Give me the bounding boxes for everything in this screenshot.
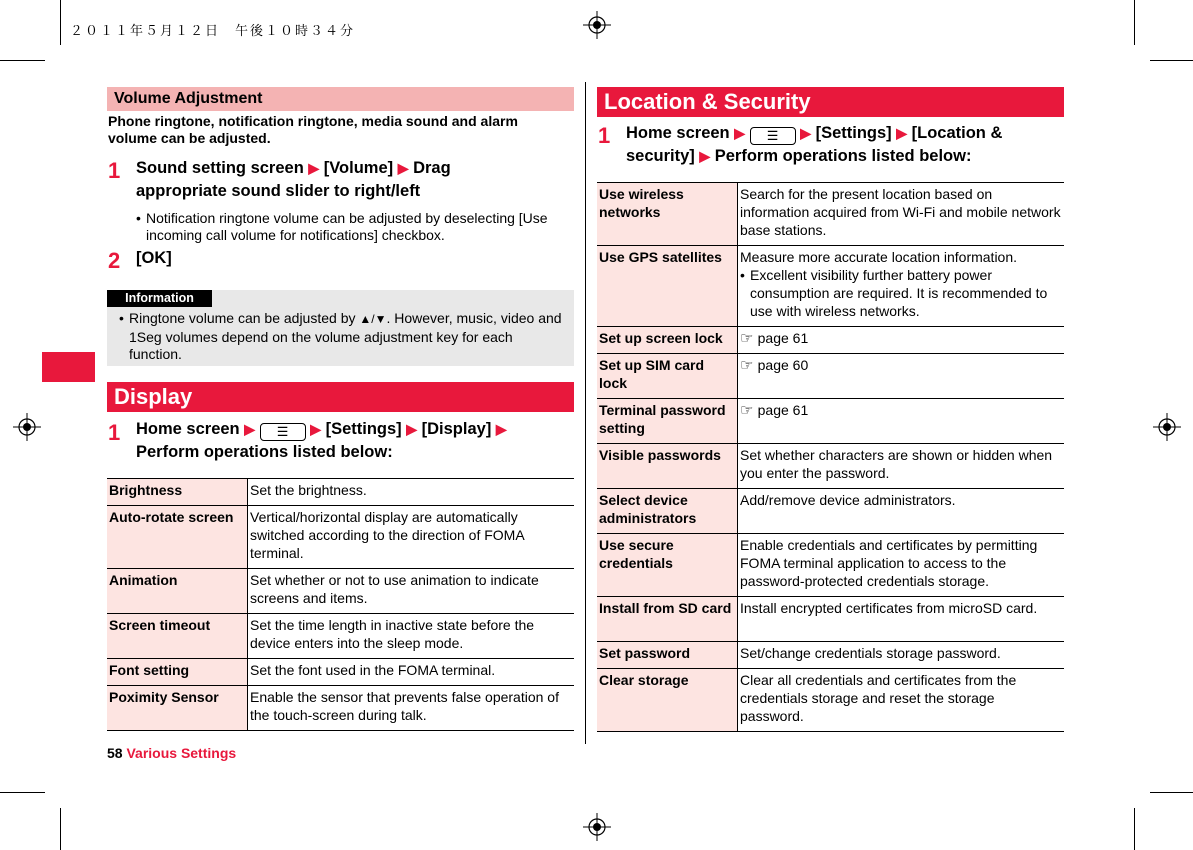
page-reference[interactable]: page 61 <box>757 330 809 346</box>
setting-description <box>248 506 574 568</box>
step-text: Home screen <box>136 420 240 438</box>
setting-name: Use secure credentials <box>597 534 738 596</box>
description-text: Add/remove device administrators. <box>740 492 956 508</box>
menu-key-icon: ☰ <box>260 423 306 441</box>
crop-mark <box>0 792 45 793</box>
bullet-text: Excellent visibility further battery power consumption are required. It is recommended to use with wireless networks. <box>750 267 1048 319</box>
step-text: Drag <box>413 159 451 177</box>
table-row <box>597 354 1064 399</box>
table-row <box>597 669 1064 732</box>
column-divider <box>585 82 586 744</box>
arrow-icon: ▶ <box>308 160 320 176</box>
table-row <box>107 506 574 569</box>
location-security-table <box>597 182 1064 732</box>
setting-name: Install from SD card <box>597 597 738 641</box>
step-number: 1 <box>108 420 121 445</box>
page-reference[interactable]: page 60 <box>757 357 809 373</box>
setting-name: Use GPS satellites <box>597 246 738 326</box>
page-reference-icon: ☞ <box>740 330 758 347</box>
setting-description <box>248 479 574 505</box>
step-number: 2 <box>108 248 121 273</box>
description-text: Enable the sensor that prevents false operation of the touch-screen during talk. <box>250 689 559 723</box>
table-row <box>597 534 1064 597</box>
setting-description <box>738 642 1064 668</box>
description-text: Set whether or not to use animation to indicate screens and items. <box>250 572 539 606</box>
display-step-1 <box>136 418 576 464</box>
setting-description <box>738 669 1064 731</box>
menu-key-icon: ☰ <box>750 127 796 145</box>
arrow-icon: ▶ <box>244 421 256 437</box>
description-text: Enable credentials and certificates by permitting FOMA terminal application to access to the password-protected credentials storage. <box>740 537 1038 589</box>
description-text: Set the font used in the FOMA terminal. <box>250 662 496 678</box>
step-text: Home screen <box>626 124 730 142</box>
description-text: Clear all credentials and certificates from the credentials storage and reset the storage password. <box>740 672 1017 724</box>
volume-keys-icon: ▲/▼ <box>359 312 387 326</box>
setting-name: Use wireless networks <box>597 183 738 245</box>
setting-description <box>738 489 1064 533</box>
setting-name: Font setting <box>107 659 248 685</box>
step-text: [Display] <box>421 420 492 438</box>
crop-mark <box>0 60 45 61</box>
table-row <box>597 327 1064 354</box>
information-text <box>119 310 564 364</box>
table-row <box>107 686 574 731</box>
step-text: [Location & <box>911 124 1003 142</box>
description-text: Set/change credentials storage password. <box>740 645 1001 661</box>
arrow-icon: ▶ <box>800 125 811 141</box>
table-row <box>597 183 1064 246</box>
description-text: Search for the present location based on information acquired from Wi-Fi and mobile network base stations. <box>740 186 1061 238</box>
table-row <box>107 659 574 686</box>
setting-name: Poximity Sensor <box>107 686 248 730</box>
setting-name: Set up screen lock <box>597 327 738 353</box>
info-text-a: Ringtone volume can be adjusted by <box>129 310 360 326</box>
step-text: [Settings] <box>815 124 892 142</box>
crop-mark <box>60 0 61 45</box>
arrow-icon: ▶ <box>734 125 746 141</box>
volume-intro: Phone ringtone, notification ringtone, media sound and alarm volume can be adjusted. <box>108 113 518 146</box>
setting-description <box>738 399 1064 443</box>
crop-mark <box>1150 792 1193 793</box>
table-row <box>107 614 574 659</box>
step-text: Sound setting screen <box>136 159 304 177</box>
step-text: [Volume] <box>323 159 394 177</box>
arrow-icon: ▶ <box>406 421 418 437</box>
description-text: Vertical/horizontal display are automatically switched according to the direction of FOMA terminal. <box>250 509 524 561</box>
table-row <box>597 246 1064 327</box>
setting-name: Clear storage <box>597 669 738 731</box>
arrow-icon: ▶ <box>896 125 908 141</box>
arrow-icon: ▶ <box>310 421 321 437</box>
setting-description <box>248 659 574 685</box>
crop-mark <box>1150 60 1193 61</box>
bullet-icon: • <box>119 310 124 326</box>
description-bullet <box>740 266 1062 320</box>
step-text: [Settings] <box>325 420 402 438</box>
page-reference-icon: ☞ <box>740 357 758 374</box>
setting-description <box>248 569 574 613</box>
description-text: Set whether characters are shown or hidden when you enter the password. <box>740 447 1053 481</box>
setting-name: Set up SIM card lock <box>597 354 738 398</box>
display-settings-table <box>107 478 574 731</box>
arrow-icon: ▶ <box>397 160 409 176</box>
setting-description <box>738 597 1064 641</box>
setting-description <box>738 246 1064 326</box>
description-text: Set the time length in inactive state before the device enters into the sleep mode. <box>250 617 535 651</box>
setting-description <box>738 534 1064 596</box>
setting-name: Terminal password setting <box>597 399 738 443</box>
table-row <box>597 444 1064 489</box>
information-box <box>107 290 574 366</box>
print-stamp: ２０１１年５月１２日 午後１０時３４分 <box>70 24 356 39</box>
bullet-icon: • <box>136 210 141 226</box>
info-text-b: . However, music, video and 1Seg volumes depend on the volume adjustment key for each function. <box>129 310 562 362</box>
registration-mark-icon <box>13 413 41 441</box>
page-reference[interactable]: page 61 <box>757 402 809 418</box>
volume-step-2: [OK] <box>136 249 172 267</box>
table-row <box>107 569 574 614</box>
step-text: appropriate sound slider to right/left <box>136 182 421 200</box>
page-number: 58 <box>107 745 123 761</box>
location-step-1 <box>626 122 1066 168</box>
bullet-text: Notification ringtone volume can be adjusted by deselecting [Use incoming call volume for notifications] checkbox. <box>146 210 548 243</box>
information-label: Information <box>107 290 212 307</box>
crop-mark <box>1134 0 1135 45</box>
registration-mark-icon <box>583 11 611 39</box>
chapter-tab <box>42 352 95 382</box>
arrow-icon: ▶ <box>699 148 711 164</box>
setting-description <box>738 183 1064 245</box>
section-title-location: Location & Security <box>597 87 1064 117</box>
table-row <box>597 399 1064 444</box>
section-title-volume: Volume Adjustment <box>107 87 574 111</box>
table-row <box>597 642 1064 669</box>
page-reference-icon: ☞ <box>740 402 758 419</box>
registration-mark-icon <box>1153 413 1181 441</box>
crop-mark <box>60 808 61 850</box>
setting-name: Animation <box>107 569 248 613</box>
setting-description <box>248 614 574 658</box>
setting-description <box>248 686 574 730</box>
setting-name: Visible passwords <box>597 444 738 488</box>
table-row <box>107 479 574 506</box>
step-text: security] <box>626 147 695 165</box>
setting-description <box>738 327 1064 353</box>
setting-name: Set password <box>597 642 738 668</box>
table-row <box>597 597 1064 642</box>
step-text: Perform operations listed below: <box>714 147 972 165</box>
section-title-display: Display <box>107 382 574 412</box>
setting-name: Screen timeout <box>107 614 248 658</box>
setting-name: Select device administrators <box>597 489 738 533</box>
setting-name: Auto-rotate screen <box>107 506 248 568</box>
arrow-icon: ▶ <box>495 421 507 437</box>
bullet-icon: • <box>740 267 745 283</box>
description-text: Set the brightness. <box>250 482 367 498</box>
volume-step-1-bullet <box>136 210 574 244</box>
step-number: 1 <box>598 123 611 148</box>
table-row <box>597 489 1064 534</box>
footer <box>107 745 236 761</box>
crop-mark <box>1134 808 1135 850</box>
volume-step-1 <box>136 157 576 203</box>
footer-section-title: Various Settings <box>126 745 237 761</box>
step-number: 1 <box>108 158 121 183</box>
setting-name: Brightness <box>107 479 248 505</box>
step-text: Perform operations listed below: <box>136 443 393 461</box>
description-text: Install encrypted certificates from microSD card. <box>740 600 1038 616</box>
description-text: Measure more accurate location information. <box>740 249 1018 265</box>
setting-description <box>738 444 1064 488</box>
registration-mark-icon <box>583 813 611 841</box>
setting-description <box>738 354 1064 398</box>
